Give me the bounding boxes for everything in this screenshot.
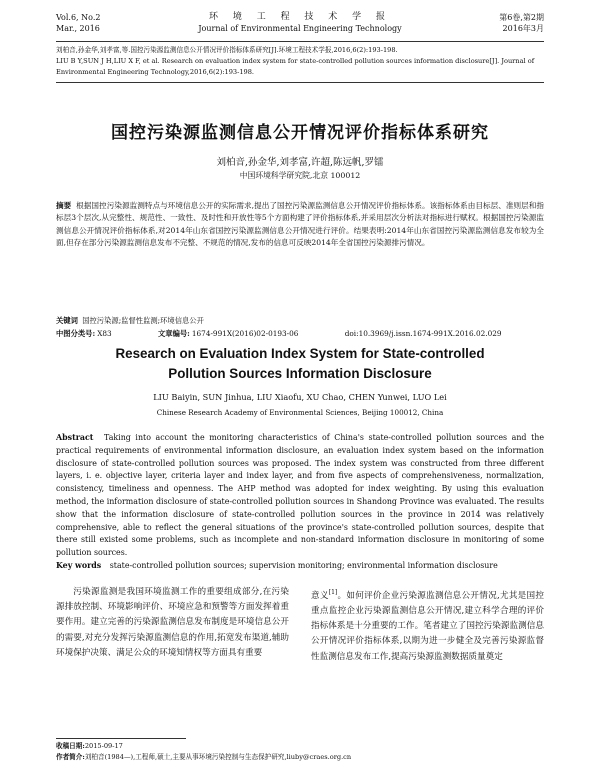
abstract-cn (56, 200, 544, 249)
abstract-en (56, 432, 544, 560)
abstract-en-text: Taking into account the monitoring characteristics of China's state-controlled pollution sources and the practical requirements of environmental information disclosure, an evaluation index system based on the information disclosure of state-controlled pollution sources was proposed. The index system was constructed from three different layers, i. e. objective layer, criteria layer and index layer, and from five aspects of comprehensiveness, normalization, consistency, timeliness and openness. The AHP method was adopted for index weighting. By using this evaluation method, the information disclosure of state-controlled pollution sources in Shandong Province was evaluated. The results show that the information disclosure of state-controlled pollution sources in the province in 2014 was relatively comprehensive, able to reflect the general situations of the province's state-controlled pollution sources, despite that there still existed some problems, such as incomplete and non-standard information disclosure in monitoring of some pollution sources. (56, 433, 544, 558)
header-right (499, 12, 544, 34)
received-date: 2015-09-17 (84, 742, 123, 750)
issue-date-cn: 2016年3月 (502, 24, 544, 33)
clc-number: X83 (97, 329, 112, 338)
keywords-cn (56, 316, 544, 326)
article-meta (56, 316, 544, 339)
footnote-rule (56, 738, 186, 739)
keywords-en-text: state-controlled pollution sources; supervision monitoring; environmental information disclosure (109, 561, 498, 570)
title-en-line2: Pollution Sources Information Disclosure (168, 366, 432, 381)
keywords-en-label: Key words (56, 561, 102, 570)
running-header (56, 12, 544, 40)
keywords-cn-label: 关键词 (56, 316, 78, 325)
keywords-en (56, 560, 544, 572)
footnote-received (56, 741, 560, 751)
reference-marker[interactable]: [1] (328, 589, 338, 596)
doc-number-label: 文章编号: (158, 329, 190, 338)
title-en (0, 344, 600, 384)
volume-issue: Vol.6, No.2 (56, 13, 101, 22)
body-column-right (311, 585, 544, 665)
authors-cn: 刘柏音,孙金华,刘孝富,许超,陈远帆,罗镭 (216, 157, 384, 168)
affiliation-cn: 中国环境科学研究院,北京 100012 (239, 171, 361, 180)
title-en-line1: Research on Evaluation Index System for State-controlled (115, 346, 485, 361)
citation-block (56, 45, 544, 78)
header-center (56, 12, 544, 34)
volume-issue-cn: 第6卷,第2期 (499, 13, 544, 22)
abstract-cn-label: 摘要 (56, 201, 72, 210)
author-bio: 刘柏音(1984—),工程师,硕士,主要从事环境污染控制与生态保护研究,liuby@craes.org.cn (84, 753, 352, 761)
keywords-cn-text: 国控污染源;监督性监测;环境信息公开 (82, 316, 204, 325)
author-bio-label: 作者简介: (56, 753, 85, 761)
abstract-en-label: Abstract (56, 433, 94, 442)
journal-name-cn: 环 境 工 程 技 术 学 报 (208, 12, 392, 22)
footnote-author (56, 752, 560, 762)
body-right-start: 意义 (311, 590, 329, 601)
classification-row (56, 329, 544, 339)
clc-label: 中图分类号: (56, 329, 96, 338)
doc-number: 1674-991X(2016)02-0193-06 (191, 329, 299, 338)
body-column-left: 污染源监测是我国环境监测工作的重要组成部分,在污染源排放控制、环境影响评价、环境应急和预警等方面发挥着重要作用。建立完善的污染源监测信息发布制度是环境信息公开的需要,对充分发挥污染源监测信息的作用,拓宽发布渠道,辅助环境保护决策、满足公众的环境知情权等方面具有重要 (56, 587, 289, 658)
abstract-cn-text: 根据国控污染源监测特点与环境信息公开的实际需求,提出了国控污染源监测信息公开情况评价指标体系。该指标体系由目标层、准则层和指标层3个层次,从完整性、规范性、一致性、及时性和开放性等5个方面构建了评价指标体系,并采用层次分析法对指标进行赋权。根据国控污染源监测信息公开情况评价指标体系,对2014年山东省国控污染源监测信息公开情况进行评价。结果表明:2014年山东省国控污染源监测信息发布较为全面,但存在部分污染源监测信息发布不完整、不规范的情况,发布的信息可反映2014年全省国控污染源排污情况。 (56, 201, 544, 247)
doi: doi:10.3969/j.issn.1674-991X.2016.02.029 (344, 329, 502, 338)
citation-en-line1: LIU B Y,SUN J H,LIU X F, et al. Research on evaluation index system for state-controlled pollution sources information disclosure[J]. Journal of (56, 57, 535, 65)
received-label: 收稿日期: (56, 742, 85, 750)
title-cn: 国控污染源监测信息公开情况评价指标体系研究 (111, 123, 489, 143)
affiliation-en: Chinese Research Academy of Environmental Sciences, Beijing 100012, China (156, 408, 444, 417)
citation-rule (56, 82, 544, 83)
body-right-rest: 。如何评价企业污染源监测信息公开情况,尤其是国控重点监控企业污染源监测信息公开情况,建立科学合理的评价指标体系是十分重要的工作。笔者建立了国控污染源监测信息公开情况评价指标体系,以期为进一步健全及完善污染源监督性监测信息发布工作,提高污染源监测数据质量奠定 (311, 590, 544, 662)
header-rule (56, 41, 544, 42)
journal-name-en: Journal of Environmental Engineering Technology (198, 24, 402, 33)
citation-en-line2: Environmental Engineering Technology,2016,6(2):193-198. (56, 68, 255, 76)
authors-en: LIU Baiyin, SUN Jinhua, LIU Xiaofu, XU Chao, CHEN Yunwei, LUO Lei (153, 392, 447, 402)
citation-cn: 刘柏音,孙金华,刘孝富,等.国控污染源监测信息公开情况评价指标体系研究[J].环境工程技术学报,2016,6(2):193-198. (56, 46, 398, 54)
issue-date: Mar., 2016 (56, 24, 100, 33)
